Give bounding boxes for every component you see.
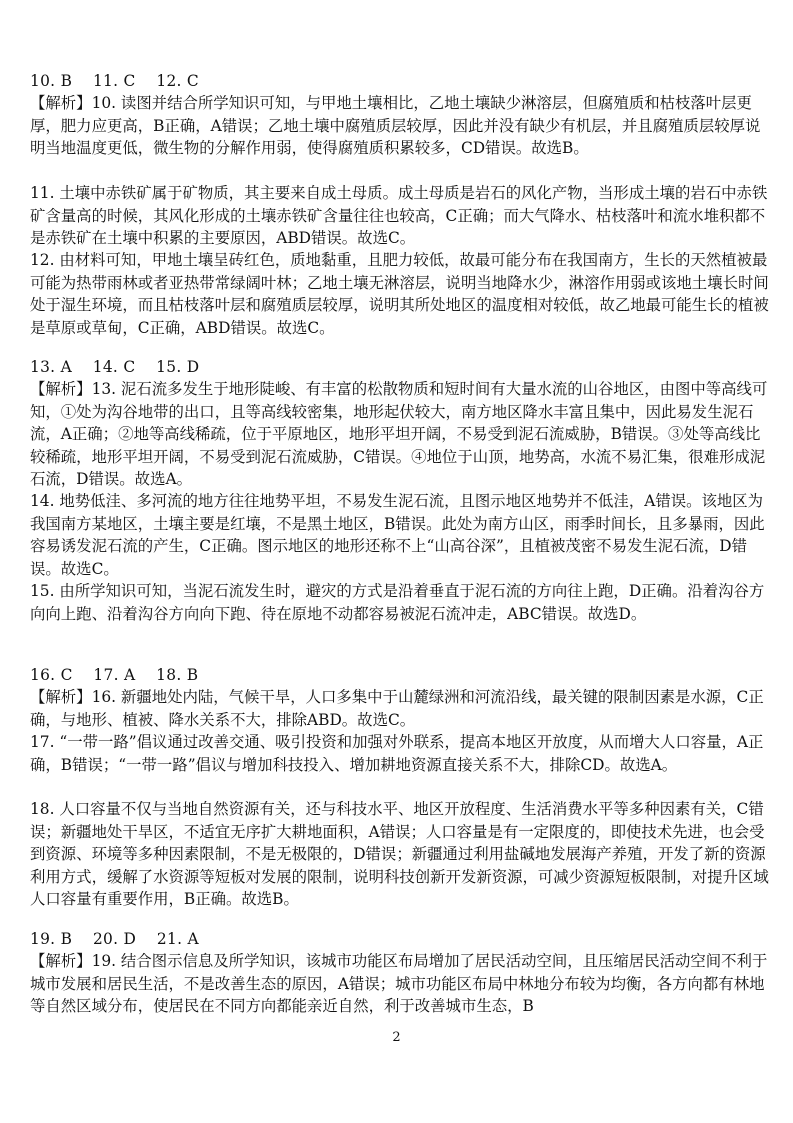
explanation-paragraph: 【解析】16. 新疆地处内陆，气候干旱，人口多集中于山麓绿洲和河流沿线，最关键的限制因素是水源，C正确，与地形、植被、降水关系不大，排除ABD。故选C。: [30, 688, 764, 729]
explanation-paragraph: 15. 由所学知识可知，当泥石流发生时，避灾的方式是沿着垂直于泥石流的方向往上跑，D正确。沿着沟谷方向向上跑、沿着沟谷方向向下跑、待在原地不动都容易被泥石流冲走，ABC错误。故选D。: [30, 582, 765, 623]
answer-key-10-12: 10. B 11. C 12. C: [30, 72, 200, 90]
page-number: 2: [392, 1030, 401, 1045]
answer-key-19-21: 19. B 20. D 21. A: [30, 930, 199, 948]
explanation-paragraph: 17. “一带一路”倡议通过改善交通、吸引投资和加强对外联系，提高本地区开放度，从而增大人口容量，A正确，B错误；“一带一路”倡议与增加科技投入、增加耕地资源直接关系不大，排除CD。故选A。: [30, 733, 764, 774]
explanation-paragraph: 11. 土壤中赤铁矿属于矿物质，其主要来自成土母质。成土母质是岩石的风化产物，当形成土壤的岩石中赤铁矿含量高的时候，其风化形成的土壤赤铁矿含量往往也较高，C正确；而大气降水、枯枝落叶和流水堆积都不是赤铁矿在土壤中积累的主要原因，ABD错误。故选C。: [30, 184, 768, 247]
explanation-paragraph: 【解析】10. 读图并结合所学知识可知，与甲地土壤相比，乙地土壤缺少淋溶层，但腐殖质和枯枝落叶层更厚，肥力应更高，B正确，A错误；乙地土壤中腐殖质层较厚，因此并没有缺少有机层，并且腐殖质层较厚说明当地温度更低，微生物的分解作用弱，使得腐殖质积累较多，CD错误。故选B。: [30, 94, 761, 157]
explanation-paragraph: 【解析】13. 泥石流多发生于地形陡峻、有丰富的松散物质和短时间有大量水流的山谷地区，由图中等高线可知，①处为沟谷地带的出口，且等高线较密集，地形起伏较大，南方地区降水丰富且集中，因此易发生泥石流，A正确；②地等高线稀疏，位于平原地区，地形平坦开阔，不易受到泥石流威胁，B错误。③处等高线比较稀疏，地形平坦开阔，不易受到泥石流威胁，C错误。④地位于山顶，地势高，水流不易汇集，很难形成泥石流，D错误。故选A。: [30, 380, 768, 488]
answer-key-13-15: 13. A 14. C 15. D: [30, 358, 200, 376]
explanation-paragraph: 【解析】19. 结合图示信息及所学知识，该城市功能区布局增加了居民活动空间，且压缩居民活动空间不利于城市发展和居民生活，不是改善生态的原因，A错误；城市功能区布局中林地分布较为均衡，各方向都有林地等自然区域分布，使居民在不同方向都能亲近自然，利于改善城市生态，B: [30, 952, 768, 1015]
explanation-paragraph: 14. 地势低洼、多河流的地方往往地势平坦，不易发生泥石流，且图示地区地势并不低洼，A错误。该地区为我国南方某地区，土壤主要是红壤，不是黑土地区，B错误。此处为南方山区，雨季时间长，且多暴雨，因此容易诱发泥石流的产生，C正确。图示地区的地形还称不上“山高谷深”，且植被茂密不易发生泥石流，D错误。故选C。: [30, 492, 765, 578]
explanation-paragraph: 18. 人口容量不仅与当地自然资源有关，还与科技水平、地区开放程度、生活消费水平等多种因素有关，C错误；新疆地处干旱区，不适宜无序扩大耕地面积，A错误；人口容量是有一定限度的，即使技术先进，也会受到资源、环境等多种因素限制，不是无极限的，D错误；新疆通过利用盐碱地发展海产养殖，开发了新的资源利用方式，缓解了水资源等短板对发展的限制，说明科技创新开发新资源，可减少资源短板限制，对提升区域人口容量有重要作用，B正确。故选B。: [30, 800, 769, 908]
explanation-paragraph: 12. 由材料可知，甲地土壤呈砖红色，质地黏重，且肥力较低，故最可能分布在我国南方，生长的天然植被最可能为热带雨林或者亚热带常绿阔叶林；乙地土壤无淋溶层，说明当地降水少，淋溶作用弱或该地土壤长时间处于湿生环境，而且枯枝落叶层和腐殖质层较厚，说明其所处地区的温度相对较低，故乙地最可能生长的植被是草原或草甸，C正确，ABD错误。故选C。: [30, 251, 769, 337]
answer-key-16-18: 16. C 17. A 18. B: [30, 666, 199, 684]
